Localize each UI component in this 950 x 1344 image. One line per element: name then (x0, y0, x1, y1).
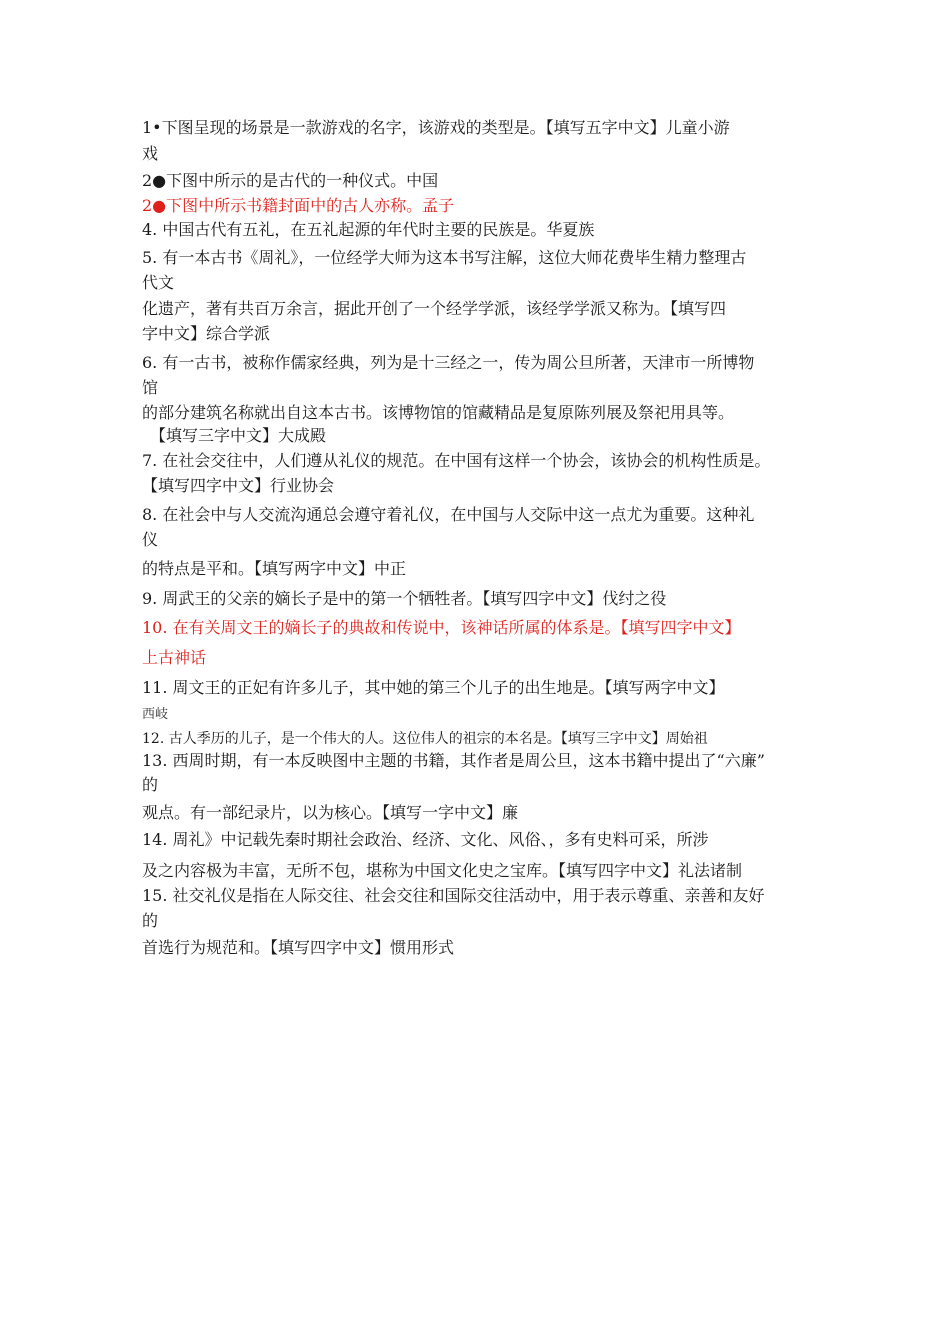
q6-line-2: 馆 (142, 378, 159, 397)
q13-line-3: 观点。有一部纪录片，以为核心。【填写一字中文】廉 (142, 803, 519, 822)
q15-line-1: 15. 社交礼仪是指在人际交往、社会交往和国际交往活动中，用于表示尊重、亲善和友好 (142, 886, 765, 905)
q13-line-1: 13. 西周时期，有一本反映图中主题的书籍，其作者是周公旦，这本书籍中提出了“六廉” (142, 751, 765, 770)
q14-line-2: 及之内容极为丰富，无所不包，堪称为中国文化史之宝库。【填写四字中文】礼法诸制 (142, 861, 743, 880)
q14-line-1: 14. 周礼》中记载先秦时期社会政治、经济、文化、风俗、，多有史料可采，所涉 (142, 830, 709, 849)
q2-line: 2●下图中所示的是古代的一种仪式。中国 (142, 171, 439, 190)
q11-line-2: 西岐 (142, 707, 169, 722)
q5-line-2: 代文 (142, 273, 175, 292)
q7-line-2: 【填写四字中文】行业协会 (142, 476, 335, 495)
q8-line-2: 仪 (142, 530, 159, 549)
q5-line-4: 字中文】综合学派 (142, 324, 271, 343)
q6-line-1: 6. 有一古书，被称作儒家经典，列为是十三经之一，传为周公旦所著，天津市一所博物 (142, 353, 755, 372)
q8-line-1: 8. 在社会中与人交流沟通总会遵守着礼仪，在中国与人交际中这一点尤为重要。这种礼 (142, 505, 755, 524)
q11-line-1: 11. 周文王的正妃有许多儿子，其中她的第三个儿子的出生地是。【填写两字中文】 (142, 678, 725, 697)
q4-line: 4. 中国古代有五礼，在五礼起源的年代时主要的民族是。华夏族 (142, 220, 595, 239)
q13-line-2: 的 (142, 775, 159, 794)
q8-line-3: 的特点是平和。【填写两字中文】中正 (142, 559, 407, 578)
q1-line-2: 戏 (142, 144, 159, 163)
q6-line-4: 【填写三字中文】大成殿 (150, 426, 327, 445)
q5-line-3: 化遗产，著有共百万余言，据此开创了一个经学学派，该经学学派又称为。【填写四 (142, 299, 727, 318)
q12-line: 12. 古人季历的儿子，是一个伟大的人。这位伟人的祖宗的本名是。【填写三字中文】周始祖 (142, 731, 708, 747)
q6-line-3: 的部分建筑名称就出自这本古书。该博物馆的馆藏精品是复原陈列展及祭祀用具等。 (142, 403, 735, 422)
q5-line-1: 5. 有一本古书《周礼》，一位经学大师为这本书写注解，这位大师花费毕生精力整理古 (142, 248, 747, 267)
q1-line-1: 1•下图呈现的场景是一款游戏的名字，该游戏的类型是。【填写五字中文】儿童小游 (142, 118, 730, 137)
q3-line-highlighted: 2●下图中所示书籍封面中的古人亦称。孟子 (142, 196, 455, 215)
q15-line-3: 首选行为规范和。【填写四字中文】惯用形式 (142, 938, 455, 957)
q15-line-2: 的 (142, 911, 159, 930)
q7-line-1: 7. 在社会交往中，人们遵从礼仪的规范。在中国有这样一个协会，该协会的机构性质是。 (142, 451, 771, 470)
q9-line: 9. 周武王的父亲的嫡长子是中的第一个牺牲者。【填写四字中文】伐纣之役 (142, 589, 667, 608)
q10-line-2-highlighted: 上古神话 (142, 648, 207, 667)
q10-line-1-highlighted: 10. 在有关周文王的嫡长子的典故和传说中，该神话所属的体系是。【填写四字中文】 (142, 618, 741, 637)
